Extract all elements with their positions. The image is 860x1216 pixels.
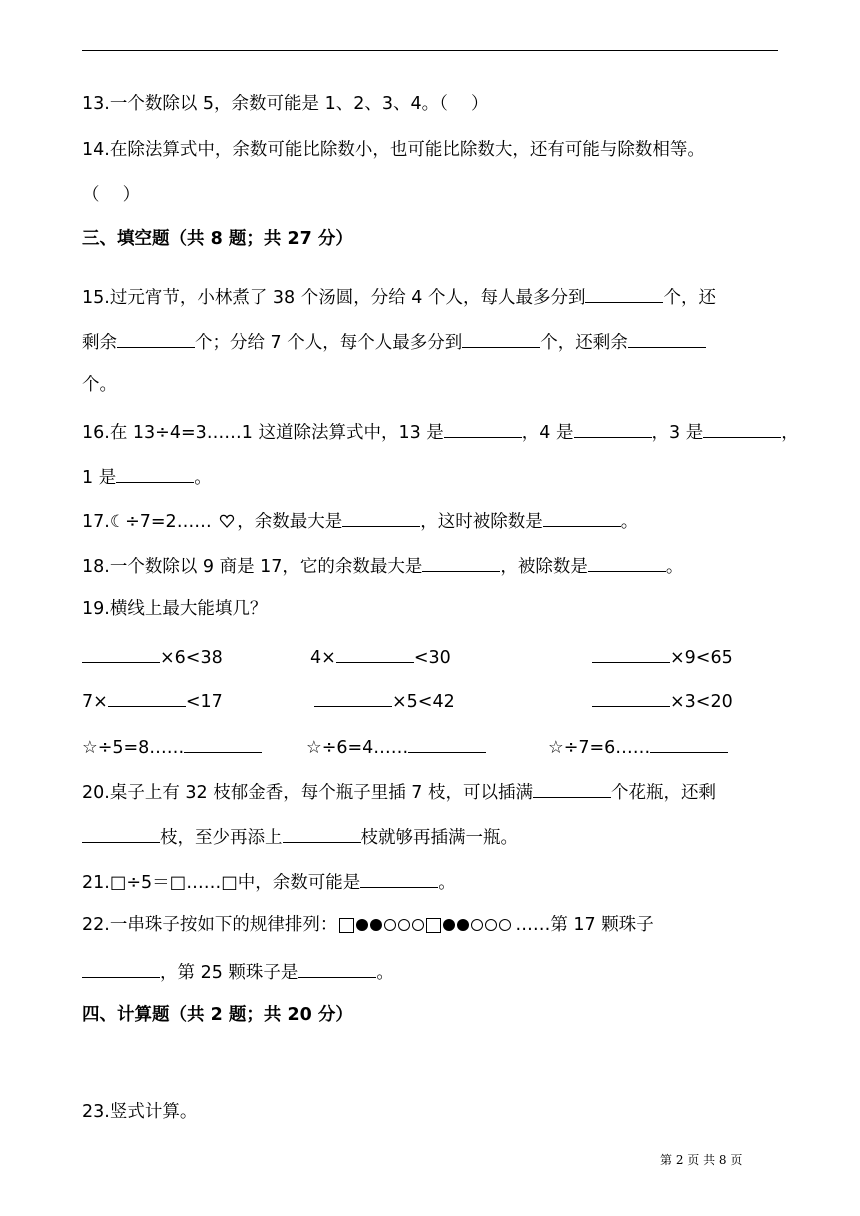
q19-item-2: 4× <30 bbox=[310, 644, 451, 669]
q19-item-1: ×6<38 bbox=[82, 644, 223, 669]
question-17: 17.☾÷7=2…… ，余数最大是 ，这时被除数是 。 bbox=[82, 508, 638, 533]
question-21: 21.□÷5＝□……□中，余数可能是 。 bbox=[82, 869, 456, 894]
answer-blank[interactable] bbox=[408, 734, 486, 753]
question-22-line-1: 22.一串珠子按如下的规律排列： ……第 17 颗珠子 bbox=[82, 915, 654, 935]
q19-item-4: 7× <17 bbox=[82, 688, 223, 713]
answer-blank[interactable] bbox=[108, 688, 186, 707]
question-16-line-1: 16.在 13÷4=3……1 这道除法算式中，13 是 ，4 是 ，3 是 ， bbox=[82, 419, 799, 444]
answer-blank[interactable] bbox=[342, 508, 420, 527]
answer-blank[interactable] bbox=[116, 464, 194, 483]
question-15-line-1: 15.过元宵节，小林煮了 38 个汤圆，分给 4 个人，每人最多分到 个，还 bbox=[82, 284, 716, 309]
q19-item-6: ×3<20 bbox=[592, 688, 733, 713]
answer-blank[interactable] bbox=[462, 329, 540, 348]
question-20-line-2: 枝，至少再添上 枝就够再插满一瓶。 bbox=[82, 824, 518, 849]
answer-blank[interactable] bbox=[628, 329, 706, 348]
answer-blank[interactable] bbox=[588, 553, 666, 572]
black-bead-icon bbox=[443, 919, 455, 931]
question-19-title: 19.横线上最大能填几？ bbox=[82, 599, 268, 619]
section-4-heading: 四、计算题（共 2 题；共 20 分） bbox=[82, 1005, 353, 1025]
answer-blank[interactable] bbox=[336, 644, 414, 663]
answer-blank[interactable] bbox=[82, 959, 160, 978]
answer-blank[interactable] bbox=[444, 419, 522, 438]
answer-blank[interactable] bbox=[585, 284, 663, 303]
answer-blank[interactable] bbox=[543, 508, 621, 527]
answer-blank[interactable] bbox=[533, 779, 611, 798]
black-bead-icon bbox=[457, 919, 469, 931]
question-22-line-2: ，第 25 颗珠子是 。 bbox=[82, 959, 394, 984]
white-bead-icon bbox=[384, 919, 396, 931]
answer-blank[interactable] bbox=[82, 644, 160, 663]
question-14-answer-bracket: （ ） bbox=[82, 185, 141, 205]
question-20-line-1: 20.桌子上有 32 枝郁金香，每个瓶子里插 7 枝，可以插满 个花瓶，还剩 bbox=[82, 779, 716, 804]
question-18: 18.一个数除以 9 商是 17，它的余数最大是 ，被除数是 。 bbox=[82, 553, 683, 578]
white-bead-icon bbox=[485, 919, 497, 931]
q19-item-9: ☆÷7=6…… bbox=[548, 734, 728, 759]
answer-blank[interactable] bbox=[117, 329, 195, 348]
header-rule bbox=[82, 50, 778, 51]
question-13: 13.一个数除以 5，余数可能是 1、2、3、4。（ ） bbox=[82, 94, 489, 114]
white-bead-icon bbox=[471, 919, 483, 931]
answer-blank[interactable] bbox=[314, 688, 392, 707]
page-footer: 第 2 页 共 8 页 bbox=[660, 1153, 743, 1167]
answer-blank[interactable] bbox=[298, 959, 376, 978]
answer-blank[interactable] bbox=[360, 869, 438, 888]
square-bead-icon bbox=[426, 918, 441, 933]
q19-item-7: ☆÷5=8…… bbox=[82, 734, 262, 759]
answer-blank[interactable] bbox=[574, 419, 652, 438]
q19-item-8: ☆÷6=4…… bbox=[306, 734, 486, 759]
white-bead-icon bbox=[412, 919, 424, 931]
q19-item-5: ×5<42 bbox=[314, 688, 455, 713]
question-23: 23.竖式计算。 bbox=[82, 1102, 198, 1122]
question-14: 14.在除法算式中，余数可能比除数小，也可能比除数大，还有可能与除数相等。 bbox=[82, 140, 705, 160]
white-bead-icon bbox=[398, 919, 410, 931]
moon-icon: ☾ bbox=[109, 512, 126, 532]
section-3-heading: 三、填空题（共 8 题；共 27 分） bbox=[82, 229, 353, 249]
answer-blank[interactable] bbox=[592, 688, 670, 707]
answer-blank[interactable] bbox=[283, 824, 361, 843]
answer-blank[interactable] bbox=[82, 824, 160, 843]
q19-item-3: ×9<65 bbox=[592, 644, 733, 669]
white-bead-icon bbox=[499, 919, 511, 931]
answer-blank[interactable] bbox=[422, 553, 500, 572]
black-bead-icon bbox=[370, 919, 382, 931]
question-15-line-2: 剩余 个；分给 7 个人，每个人最多分到 个，还剩余 bbox=[82, 329, 706, 354]
square-bead-icon bbox=[339, 918, 354, 933]
answer-blank[interactable] bbox=[650, 734, 728, 753]
answer-blank[interactable] bbox=[184, 734, 262, 753]
question-15-line-3: 个。 bbox=[82, 375, 117, 395]
heart-icon bbox=[219, 513, 235, 529]
answer-blank[interactable] bbox=[592, 644, 670, 663]
bead-pattern bbox=[339, 918, 513, 933]
question-16-line-2: 1 是 。 bbox=[82, 464, 212, 489]
black-bead-icon bbox=[356, 919, 368, 931]
answer-blank[interactable] bbox=[703, 419, 781, 438]
